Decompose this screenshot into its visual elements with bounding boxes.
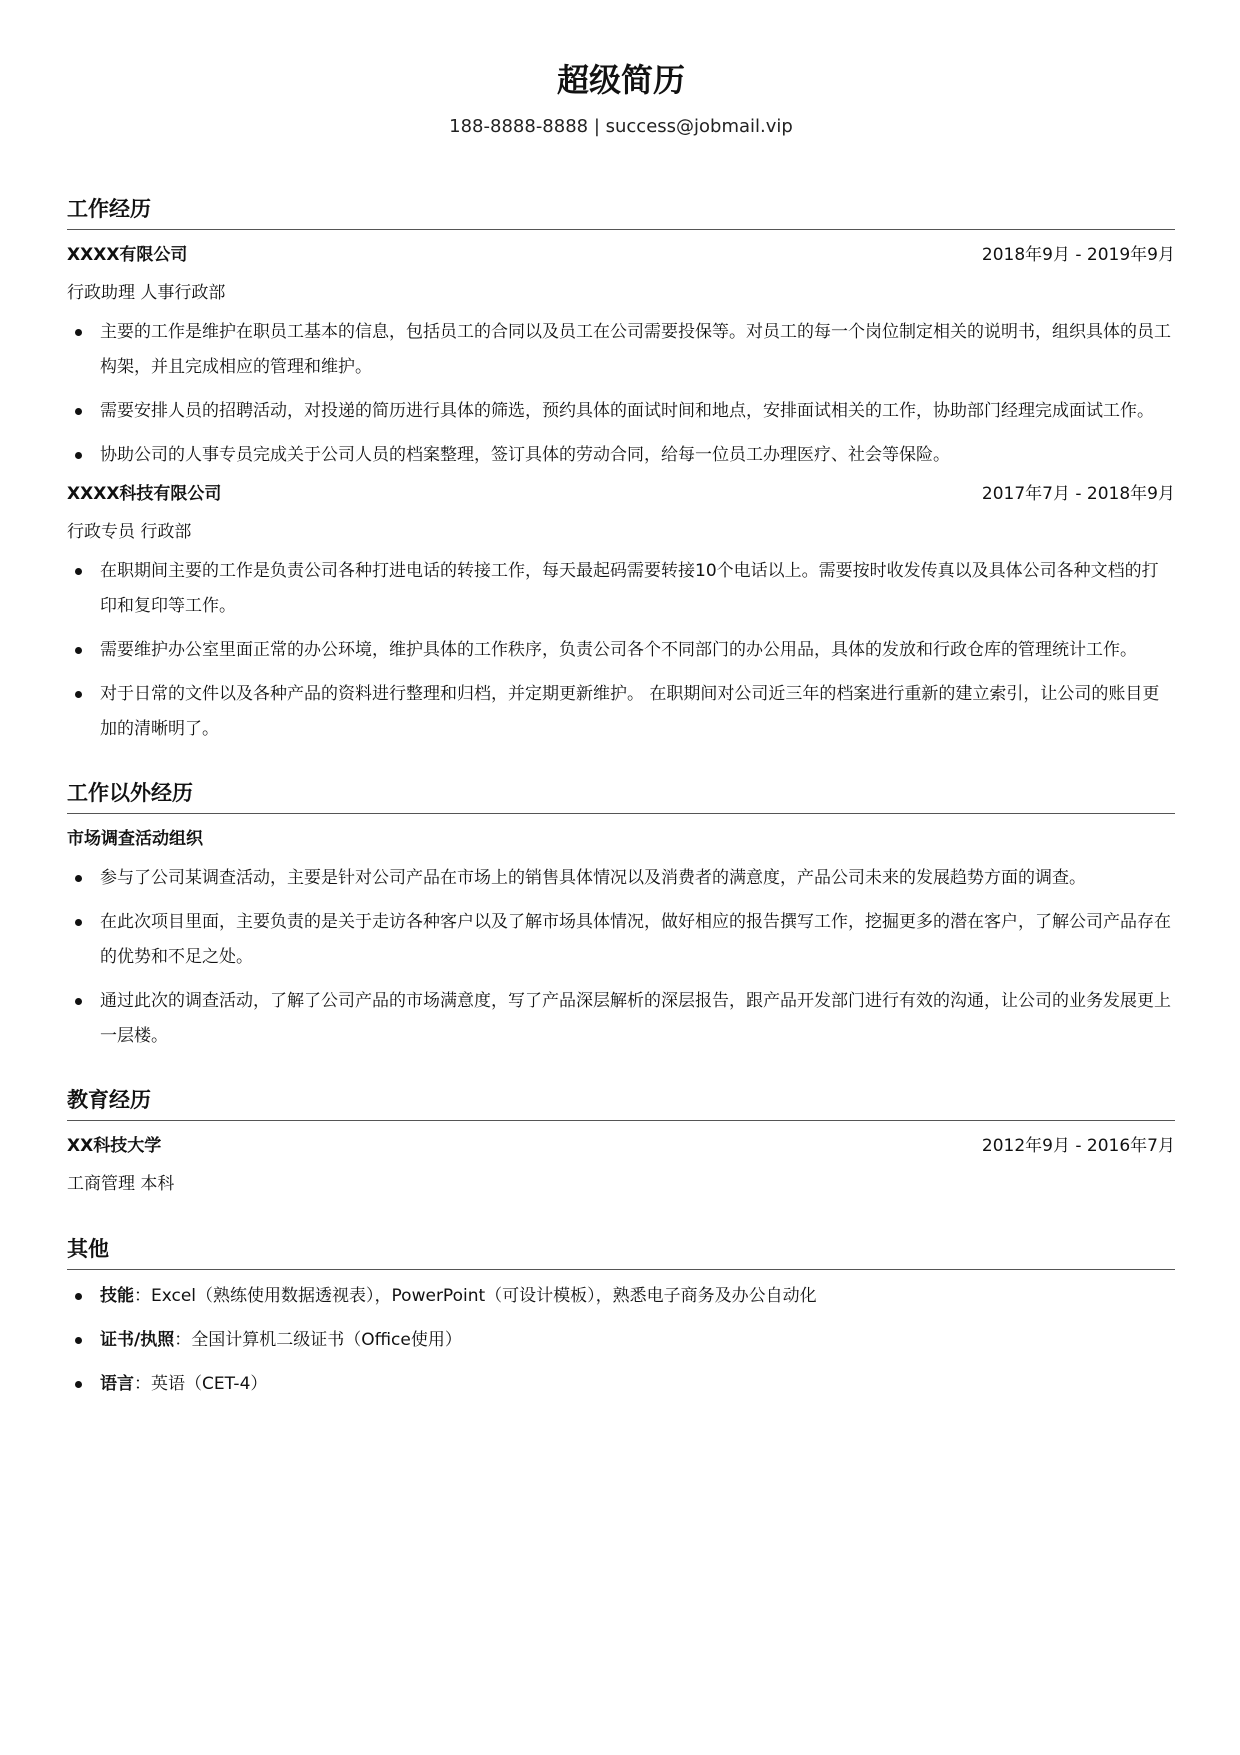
bullet-icon bbox=[75, 568, 82, 575]
item-value: Excel（熟练使用数据透视表），PowerPoint（可设计模板），熟悉电子商务及办公自动化 bbox=[151, 1286, 817, 1306]
bullet-text: 对于日常的文件以及各种产品的资料进行整理和归档，并定期更新维护。 在职期间对公司近三年的档案进行重新的建立索引，让公司的账目更加的清晰明了。 bbox=[100, 684, 1160, 739]
bullet-text: 主要的工作是维护在职员工基本的信息，包括员工的合同以及员工在公司需要投保等。对员工的每一个岗位制定相关的说明书，组织具体的员工构架，并且完成相应的管理和维护。 bbox=[100, 322, 1171, 377]
item-separator: ： bbox=[134, 1286, 151, 1306]
bullet-text: 需要安排人员的招聘活动，对投递的简历进行具体的筛选，预约具体的面试时间和地点，安排面试相关的工作，协助部门经理完成面试工作。 bbox=[100, 401, 1154, 421]
activity-name: 市场调查活动组织 bbox=[67, 829, 203, 849]
date-range: 2018年9月 - 2019年9月 bbox=[981, 245, 1175, 265]
section-title: 教育经历 bbox=[67, 1084, 1175, 1121]
company-name: XXXX科技有限公司 bbox=[67, 484, 222, 504]
bullet-icon bbox=[75, 1337, 82, 1344]
list-item bbox=[67, 438, 1175, 473]
bullet-icon bbox=[75, 408, 82, 415]
bullet-icon bbox=[75, 1381, 82, 1388]
resume-name: 超级简历 bbox=[556, 61, 685, 99]
bullet-icon bbox=[75, 691, 82, 698]
work-entry bbox=[67, 481, 1175, 747]
date-range: 2017年7月 - 2018年9月 bbox=[981, 484, 1175, 504]
bullet-text: 在此次项目里面，主要负责的是关于走访各种客户以及了解市场具体情况，做好相应的报告撰写工作，挖掘更多的潜在客户，了解公司产品存在的优势和不足之处。 bbox=[100, 912, 1171, 967]
section-work bbox=[67, 193, 1175, 747]
entry-header bbox=[67, 826, 1175, 852]
item-value: 英语（CET-4） bbox=[151, 1374, 268, 1394]
item-value: 全国计算机二级证书（Office使用） bbox=[191, 1330, 462, 1350]
degree: 工商管理 本科 bbox=[67, 1174, 175, 1194]
entry-header bbox=[67, 1133, 1175, 1159]
item-label: 技能 bbox=[100, 1286, 134, 1306]
section-other bbox=[67, 1233, 1175, 1402]
list-item bbox=[67, 905, 1175, 975]
list-item bbox=[67, 554, 1175, 624]
work-entry bbox=[67, 242, 1175, 473]
job-role: 行政专员 行政部 bbox=[67, 522, 192, 542]
bullet-icon bbox=[75, 919, 82, 926]
bullet-icon bbox=[75, 647, 82, 654]
bullet-list bbox=[67, 861, 1175, 1054]
bullet-text: 协助公司的人事专员完成关于公司人员的档案整理，签订具体的劳动合同，给每一位员工办理医疗、社会等保险。 bbox=[100, 445, 950, 465]
date-range: 2012年9月 - 2016年7月 bbox=[981, 1136, 1175, 1156]
list-item bbox=[67, 315, 1175, 385]
list-item bbox=[67, 677, 1175, 747]
item-label: 证书/执照 bbox=[100, 1330, 175, 1350]
list-item bbox=[67, 1279, 1175, 1314]
item-label: 语言 bbox=[100, 1374, 134, 1394]
section-education bbox=[67, 1084, 1175, 1197]
list-item bbox=[67, 984, 1175, 1054]
section-extra bbox=[67, 777, 1175, 1054]
extra-entry bbox=[67, 826, 1175, 1054]
bullet-icon bbox=[75, 1293, 82, 1300]
bullet-list bbox=[67, 554, 1175, 747]
list-item bbox=[67, 1367, 1175, 1402]
list-item bbox=[67, 633, 1175, 668]
section-title: 工作以外经历 bbox=[67, 777, 1175, 814]
section-title: 其他 bbox=[67, 1233, 1175, 1270]
contact-line: 188-8888-8888 | success@jobmail.vip bbox=[449, 116, 793, 137]
bullet-text: 需要维护办公室里面正常的办公环境，维护具体的工作秩序，负责公司各个不同部门的办公用品，具体的发放和行政仓库的管理统计工作。 bbox=[100, 640, 1137, 660]
education-entry bbox=[67, 1133, 1175, 1197]
bullet-text: 在职期间主要的工作是负责公司各种打进电话的转接工作，每天最起码需要转接10个电话以上。需要按时收发传真以及具体公司各种文档的打印和复印等工作。 bbox=[100, 561, 1159, 616]
bullet-icon bbox=[75, 875, 82, 882]
job-role: 行政助理 人事行政部 bbox=[67, 283, 226, 303]
company-name: XXXX有限公司 bbox=[67, 245, 188, 265]
list-item bbox=[67, 394, 1175, 429]
bullet-text: 参与了公司某调查活动，主要是针对公司产品在市场上的销售具体情况以及消费者的满意度，产品公司未来的发展趋势方面的调查。 bbox=[100, 868, 1086, 888]
resume-header bbox=[67, 0, 1175, 140]
school-name: XX科技大学 bbox=[67, 1136, 162, 1156]
bullet-list bbox=[67, 315, 1175, 473]
bullet-text: 通过此次的调查活动，了解了公司产品的市场满意度，写了产品深层解析的深层报告，跟产品开发部门进行有效的沟通，让公司的业务发展更上一层楼。 bbox=[100, 991, 1171, 1046]
bullet-icon bbox=[75, 329, 82, 336]
bullet-icon bbox=[75, 998, 82, 1005]
bullet-icon bbox=[75, 452, 82, 459]
resume-page bbox=[67, 0, 1175, 1402]
entry-header bbox=[67, 242, 1175, 268]
bullet-list bbox=[67, 1279, 1175, 1402]
entry-header bbox=[67, 481, 1175, 507]
list-item bbox=[67, 861, 1175, 896]
list-item bbox=[67, 1323, 1175, 1358]
item-separator: ： bbox=[174, 1330, 192, 1350]
item-separator: ： bbox=[134, 1374, 151, 1394]
section-title: 工作经历 bbox=[67, 193, 1175, 230]
